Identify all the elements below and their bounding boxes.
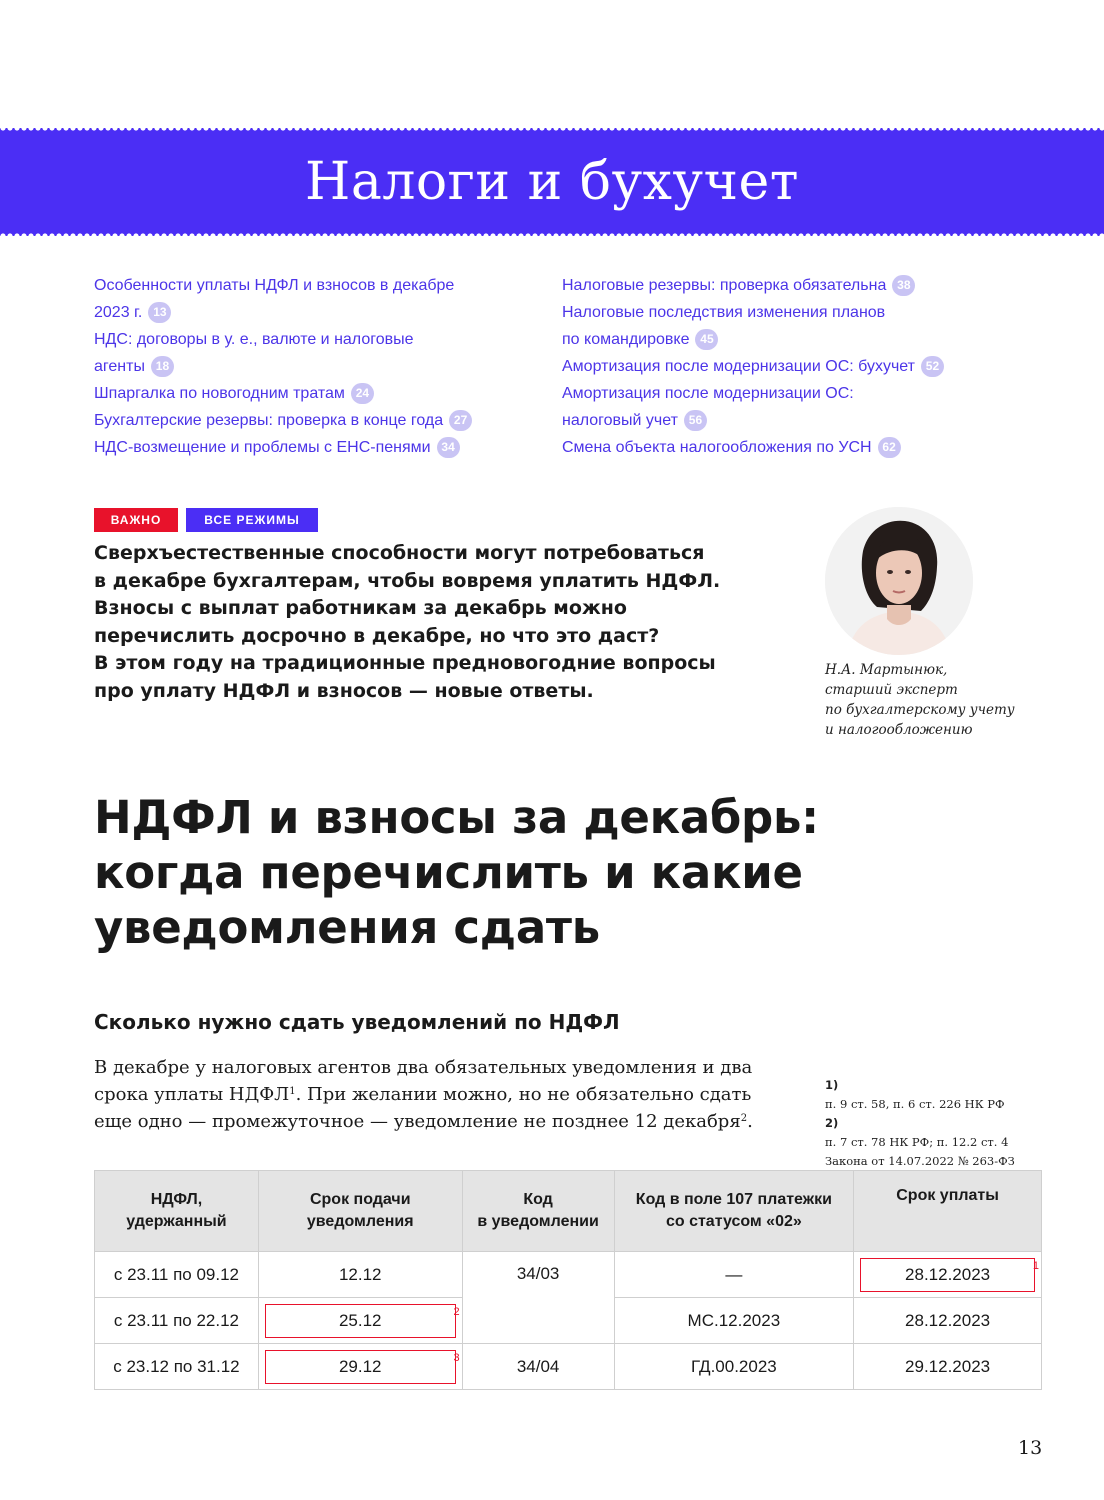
page-badge: 13 — [148, 302, 171, 323]
toc-item[interactable]: Шпаргалка по новогодним тратам 24 — [94, 380, 514, 407]
col-header-period: НДФЛ, удержанный — [95, 1171, 259, 1252]
cell-pay-date: 28.12.2023 — [854, 1298, 1042, 1344]
mark-number: 2 — [453, 1306, 460, 1318]
toc-item[interactable]: Налоговые резервы: проверка обязательна 38 — [562, 272, 1002, 299]
tag-important: ВАЖНО — [94, 508, 178, 532]
section-subheading: Сколько нужно сдать уведомлений по НДФЛ — [94, 1010, 620, 1034]
toc-right-column — [562, 272, 1002, 461]
col-header-deadline: Срок подачи уведомления — [258, 1171, 462, 1252]
cell-period: с 23.11 по 09.12 — [95, 1252, 259, 1298]
author-photo — [825, 507, 973, 655]
page-badge: 27 — [449, 410, 472, 431]
section-banner — [0, 128, 1104, 236]
cell-field107: — — [614, 1252, 854, 1298]
toc-item[interactable]: Бухгалтерские резервы: проверка в конце года 27 — [94, 407, 514, 434]
cell-pay-date: 29.12.2023 — [854, 1344, 1042, 1390]
cell-field107: МС.12.2023 — [614, 1298, 854, 1344]
col-header-code: Код в уведомлении — [462, 1171, 614, 1252]
article-headline: НДФЛ и взносы за декабрь: когда перечислить и какие уведомления сдать — [94, 791, 819, 954]
section-title: Налоги и бухучет — [304, 152, 800, 212]
toc-item[interactable]: Налоговые последствия изменения планов — [562, 304, 886, 321]
toc-item[interactable]: по командировке 45 — [562, 326, 1002, 353]
ndfl-table — [94, 1170, 1042, 1390]
mark-number: 3 — [453, 1352, 460, 1364]
toc-item[interactable]: Особенности уплаты НДФЛ и взносов в декабре — [94, 277, 455, 294]
lead-paragraph: Сверхъестественные способности могут потребоваться в декабре бухгалтерам, чтобы вовремя уплатить НДФЛ. Взносы с выплат работникам за декабрь можно перечислить досрочно в декабре, но что это даст? В этом году на традиционные предновогодние вопросы про уплату НДФЛ и взносов — новые ответы. — [94, 542, 721, 702]
page-badge: 56 — [684, 410, 707, 431]
page-badge: 18 — [151, 356, 174, 377]
page-badge: 52 — [921, 356, 944, 377]
page-badge: 38 — [892, 275, 915, 296]
toc-item[interactable]: агенты 18 — [94, 353, 514, 380]
footnote-ref-2[interactable]: 2 — [740, 1113, 748, 1124]
col-header-field107: Код в поле 107 платежки со статусом «02» — [614, 1171, 854, 1252]
col-header-pay-date: Срок уплаты — [854, 1171, 1042, 1252]
footnote-ref-1[interactable]: 1 — [289, 1086, 296, 1097]
page-number: 13 — [1018, 1437, 1043, 1459]
cell-deadline: 25.12 2 — [258, 1298, 462, 1344]
toc-item[interactable]: Амортизация после модернизации ОС: — [562, 385, 854, 402]
page-badge: 45 — [695, 329, 718, 350]
cell-period: с 23.11 по 22.12 — [95, 1298, 259, 1344]
toc-item[interactable]: НДС-возмещение и проблемы с ЕНС-пенями 34 — [94, 434, 514, 461]
cell-period: с 23.12 по 31.12 — [95, 1344, 259, 1390]
body-paragraph: В декабре у налоговых агентов два обязательных уведомления и два срока уплаты НДФЛ$^1$. При желании можно, но не обязательно сдать еще одно — промежуточное — уведомление не позднее 12 декабря$^2$. — [94, 1057, 753, 1132]
cell-deadline: 12.12 — [258, 1252, 462, 1298]
page-badge: 62 — [878, 437, 901, 458]
portrait-icon — [825, 507, 973, 655]
toc-item[interactable]: Амортизация после модернизации ОС: бухучет 52 — [562, 353, 1002, 380]
highlight-box — [265, 1350, 456, 1384]
table-header-row — [95, 1171, 1042, 1252]
page-badge: 34 — [437, 437, 460, 458]
toc-item[interactable]: 2023 г. 13 — [94, 299, 514, 326]
toc-item[interactable]: налоговый учет 56 — [562, 407, 1002, 434]
page-badge: 24 — [351, 383, 374, 404]
table-row — [95, 1344, 1042, 1390]
cell-pay-date: 28.12.2023 1 — [854, 1252, 1042, 1298]
toc-left-column — [94, 272, 514, 461]
footnotes: 1) п. 9 ст. 58, п. 6 ст. 226 НК РФ 2) п. 7 ст. 78 НК РФ; п. 12.2 ст. 4 Закона от 14.07.2022 № 263-ФЗ — [825, 1078, 1015, 1168]
author-caption: Н.А. Мартынюк, старший эксперт по бухгалтерскому учету и налогообложению — [825, 662, 1015, 738]
mark-number: 1 — [1032, 1260, 1039, 1272]
toc-item[interactable]: НДС: договоры в у. е., валюте и налоговые — [94, 331, 414, 348]
highlight-box — [265, 1304, 456, 1338]
cell-deadline: 29.12 3 — [258, 1344, 462, 1390]
cell-field107: ГД.00.2023 — [614, 1344, 854, 1390]
highlight-box — [860, 1258, 1035, 1292]
cell-code: 34/03 — [462, 1252, 614, 1344]
table-row — [95, 1252, 1042, 1298]
toc-item[interactable]: Смена объекта налогообложения по УСН 62 — [562, 434, 1002, 461]
cell-code: 34/04 — [462, 1344, 614, 1390]
tag-all-modes: ВСЕ РЕЖИМЫ — [186, 508, 318, 532]
